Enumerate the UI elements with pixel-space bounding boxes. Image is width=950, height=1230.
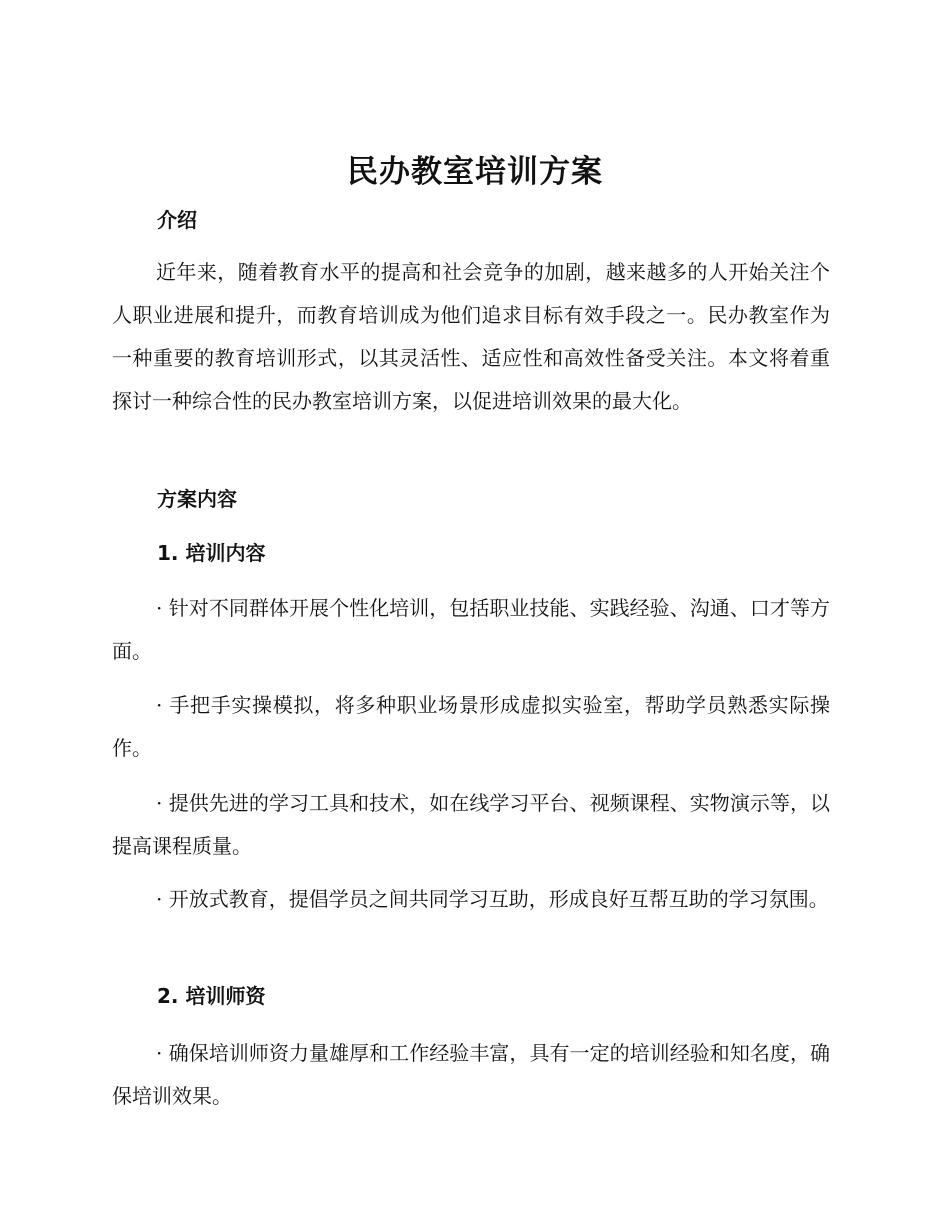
section2-heading: 2. 培训师资	[157, 984, 266, 1008]
intro-heading: 介绍	[157, 208, 197, 232]
section1-item-3: · 提供先进的学习工具和技术，如在线学习平台、视频课程、实物演示等，以提高课程质量。	[112, 791, 830, 858]
section1-item-2: · 手把手实操模拟，将多种职业场景形成虚拟实验室，帮助学员熟悉实际操作。	[112, 693, 830, 760]
section1-item-1: · 针对不同群体开展个性化培训，包括职业技能、实践经验、沟通、口才等方面。	[112, 596, 830, 663]
section2-item-1: · 确保培训师资力量雄厚和工作经验丰富，具有一定的培训经验和知名度，确保培训效果。	[112, 1041, 830, 1108]
section1-item-4: · 开放式教育，提倡学员之间共同学习互助，形成良好互帮互助的学习氛围。	[156, 887, 829, 911]
plan-heading: 方案内容	[157, 487, 237, 511]
intro-paragraph: 近年来，随着教育水平的提高和社会竞争的加剧，越来越多的人开始关注个人职业进展和提升，而教育培训成为他们追求目标有效手段之一。民办教室作为一种重要的教育培训形式，以其灵活性、适应性和高效性备受关注。本文将着重探讨一种综合性的民办教室培训方案，以促进培训效果的最大化。	[112, 260, 830, 413]
section1-heading: 1. 培训内容	[157, 541, 266, 565]
document-title: 民办教室培训方案	[347, 154, 603, 190]
